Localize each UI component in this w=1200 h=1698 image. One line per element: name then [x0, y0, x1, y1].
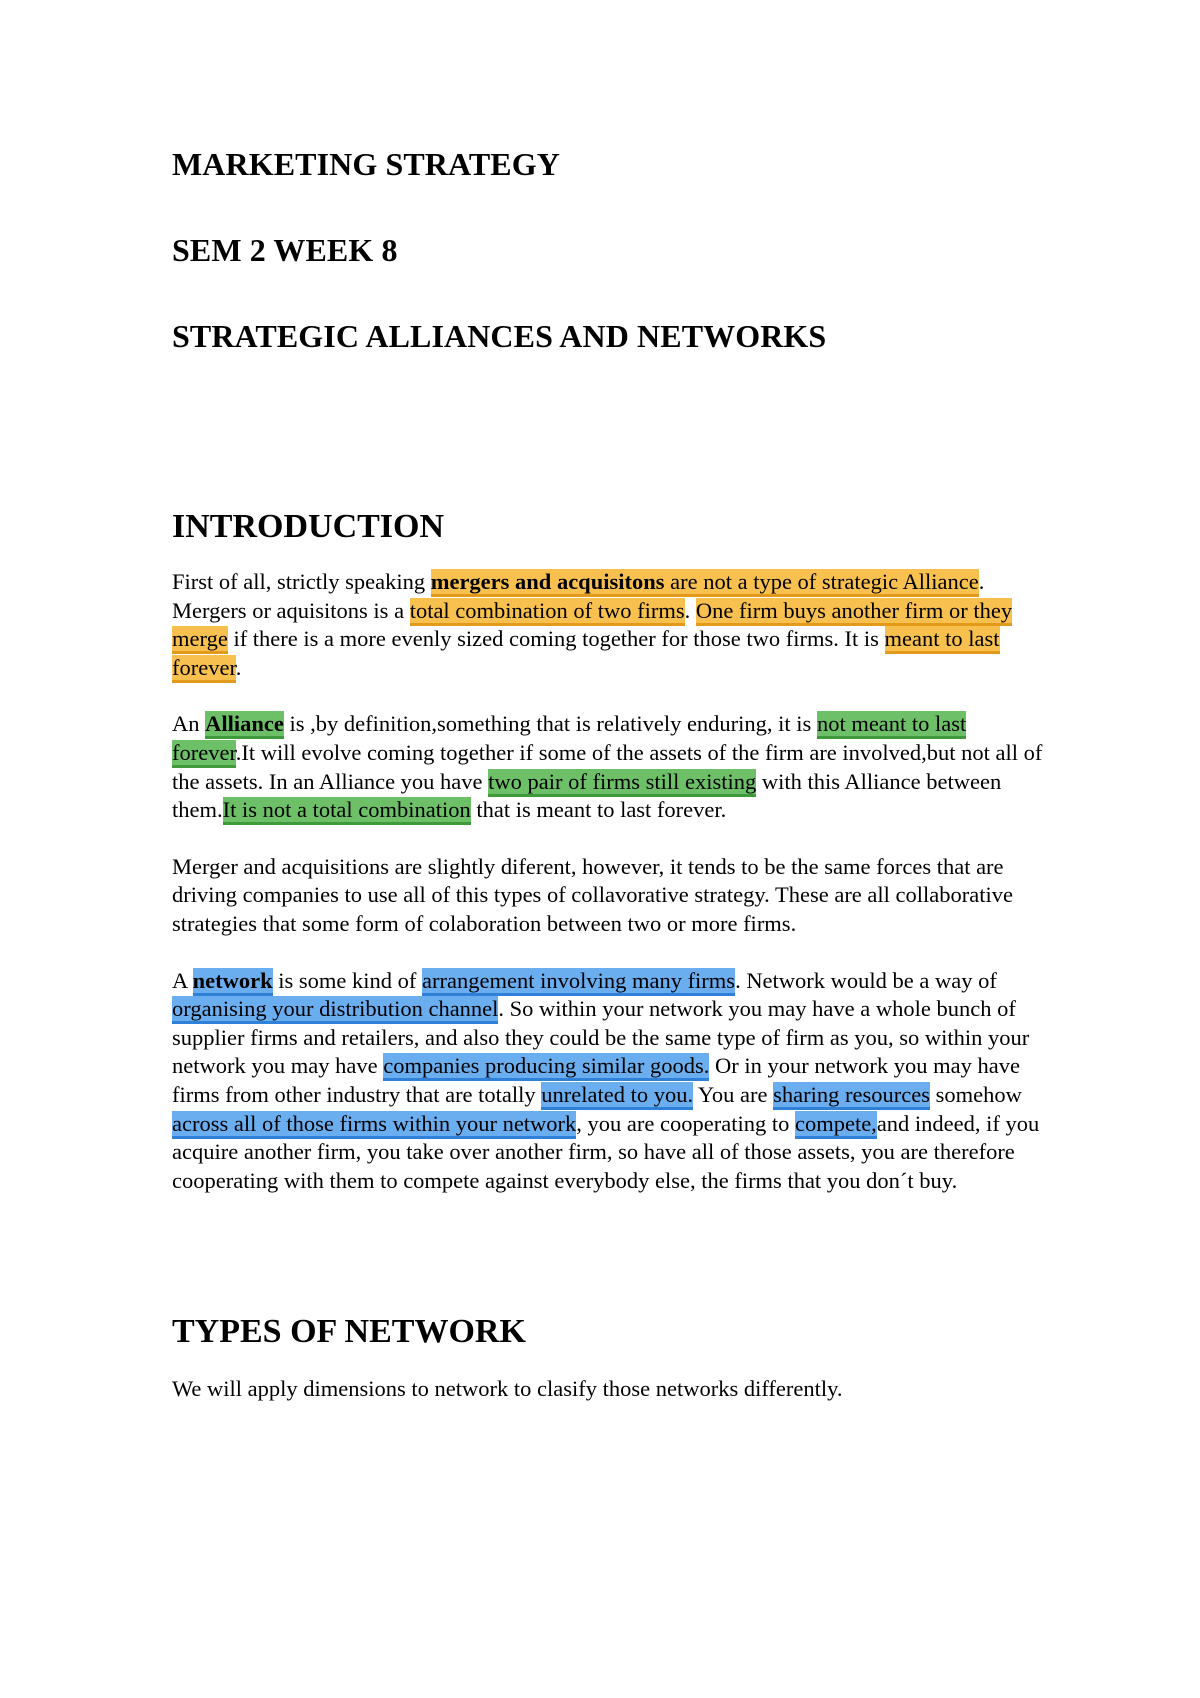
highlight-orange [431, 569, 979, 597]
highlight-blue [193, 968, 273, 996]
week-title: SEM 2 WEEK 8 [172, 232, 398, 268]
text-run: You are [693, 1081, 774, 1107]
intro-paragraph-alliance [172, 710, 1052, 824]
highlight-orange: total combination of two firms [410, 598, 685, 626]
document-page [172, 128, 1052, 1404]
highlight-green: two pair of firms still existing [488, 769, 756, 797]
text-run: . Network would be a way of [735, 967, 997, 993]
highlight-blue: companies producing similar goods. [383, 1053, 709, 1081]
text-run: First of all, strictly speaking [172, 569, 431, 594]
text-run: .It will evolve coming together if some of the assets of the firm are involved,but not all of the assets. In an Alliance you have [172, 739, 1043, 794]
intro-paragraph-network [172, 967, 1052, 1196]
bold-term-network: network [192, 967, 273, 993]
text-run: . Mergers or aquisitons is a [172, 569, 985, 623]
text-run: Or in your network you may have firms from other industry that are totally [172, 1053, 1020, 1107]
highlight-green: It is not a total combination [223, 797, 471, 825]
text-run: . [684, 597, 696, 623]
highlight-blue: organising your distribution channel [172, 996, 498, 1024]
text-run: are not a type of strategic Alliance [664, 569, 979, 594]
bold-term-mergers: mergers and acquisitons [430, 569, 665, 594]
intro-paragraph-mergers [172, 568, 1052, 682]
text-run: is ,by definition,something that is relatively enduring, it is [283, 711, 817, 737]
highlight-orange: One firm buys another firm or they merge [172, 598, 1012, 655]
text-run: with this Alliance between them. [172, 768, 1002, 823]
highlight-green [205, 711, 284, 739]
text-run: is some kind of [272, 967, 423, 993]
highlight-blue: across all of those firms within your network [172, 1111, 576, 1139]
text-run: An [172, 711, 206, 737]
text-run: somehow [929, 1081, 1022, 1107]
intro-paragraph-collaboration: Merger and acquisitions are slightly diferent, however, it tends to be the same forces that are driving companies to use all of this types of collavorative strategy. These are all collaborative strategies that some form of colaboration between two or more firms. [172, 853, 1013, 936]
bold-term-alliance: Alliance [205, 711, 284, 737]
highlight-orange: meant to last forever [172, 626, 1000, 683]
topic-title: STRATEGIC ALLIANCES AND NETWORKS [172, 318, 827, 354]
types-of-network-heading: TYPES OF NETWORK [172, 1313, 526, 1351]
types-paragraph: We will apply dimensions to network to clasify those networks differently. [172, 1376, 843, 1402]
course-title: MARKETING STRATEGY [172, 146, 560, 182]
text-run: and indeed, if you acquire another firm, you take over another firm, so have all of those assets, you are therefore cooperating with them to compete against everybody else, the firms that you don´t buy. [172, 1110, 1040, 1193]
text-run: if there is a more evenly sized coming together for those two firms. It is [227, 626, 885, 652]
text-run: . [235, 654, 242, 680]
text-run: A [172, 967, 193, 993]
highlight-blue: arrangement involving many firms [422, 968, 735, 996]
highlight-green: not meant to last forever [172, 711, 966, 768]
text-run: , you are cooperating to [576, 1110, 795, 1136]
text-run: that is meant to last forever. [470, 797, 727, 823]
introduction-heading: INTRODUCTION [172, 508, 445, 545]
highlight-blue: unrelated to you. [541, 1082, 693, 1110]
text-run: . So within your network you may have a whole bunch of supplier firms and retailers, and also they could be the same type of firm as you, so within your network you may have [172, 996, 1030, 1079]
highlight-blue: sharing resources [773, 1082, 930, 1110]
highlight-blue: compete, [795, 1111, 877, 1139]
